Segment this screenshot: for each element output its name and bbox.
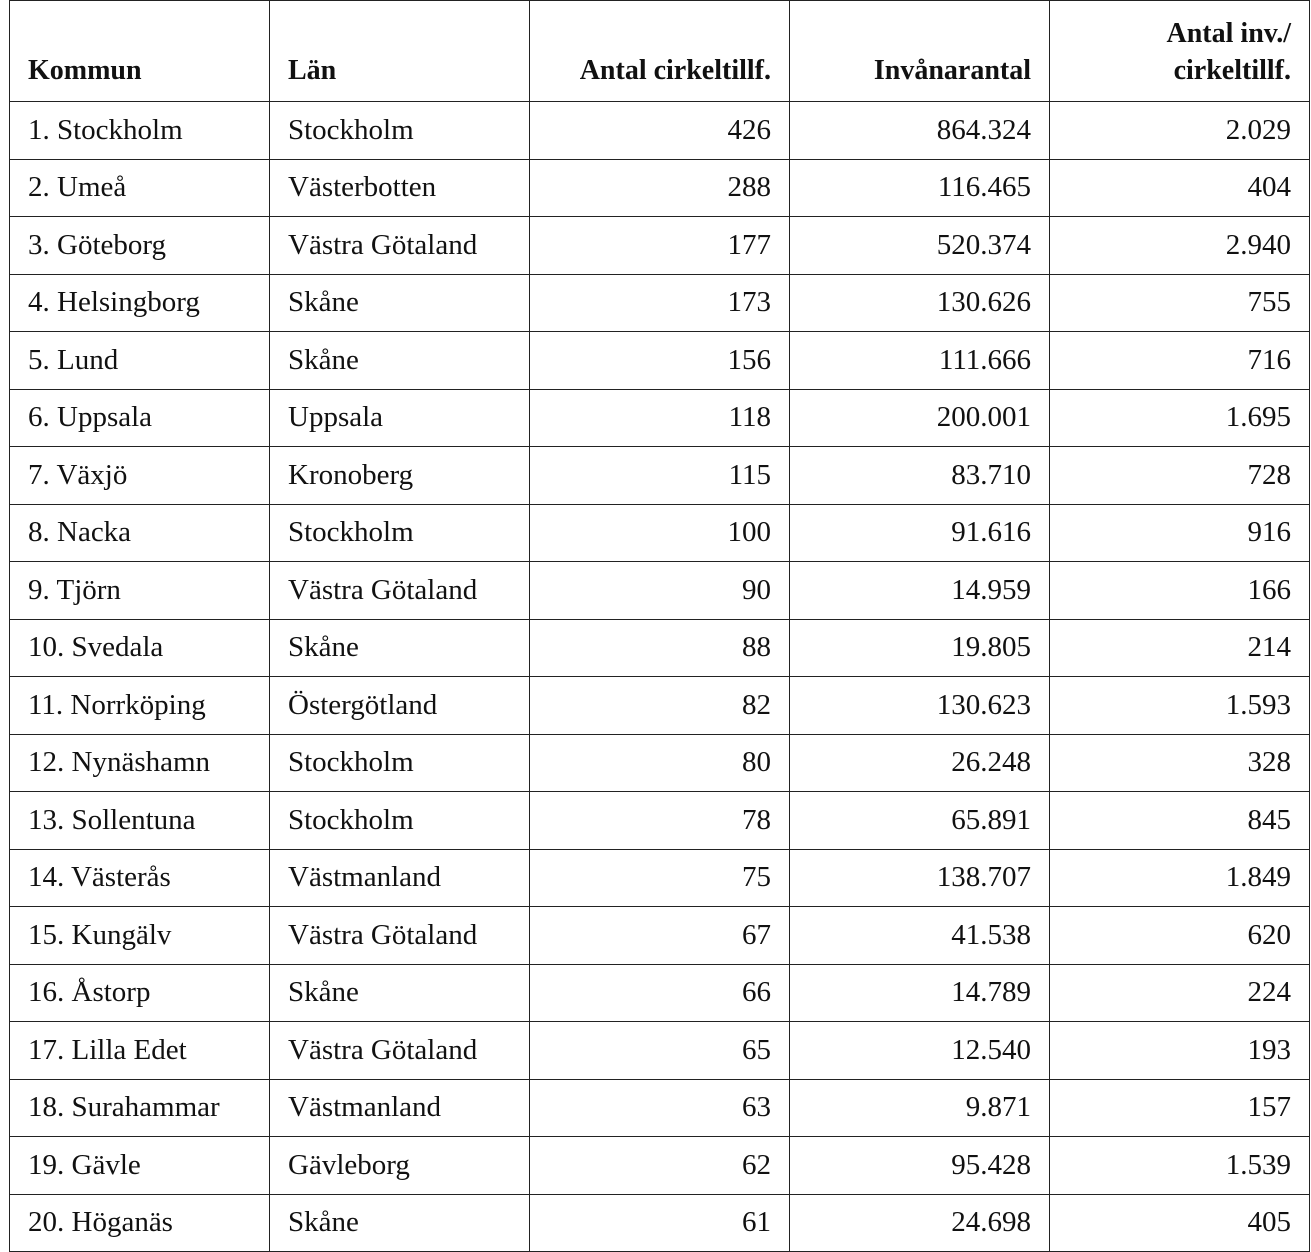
cell-invanare: 864.324 [790, 102, 1050, 160]
cell-lan: Skåne [270, 964, 530, 1022]
cell-invanare: 24.698 [790, 1194, 1050, 1252]
cell-antal: 288 [530, 159, 790, 217]
table-row [10, 504, 1310, 562]
table-row [10, 274, 1310, 332]
cell-antal: 173 [530, 274, 790, 332]
cell-antal: 75 [530, 849, 790, 907]
cell-kommun: 11. Norrköping [10, 677, 270, 735]
cell-kommun: 20. Höganäs [10, 1194, 270, 1252]
cell-ratio: 916 [1050, 504, 1310, 562]
cell-invanare: 130.623 [790, 677, 1050, 735]
cell-antal: 61 [530, 1194, 790, 1252]
cell-antal: 80 [530, 734, 790, 792]
table-row [10, 389, 1310, 447]
cell-lan: Västra Götaland [270, 907, 530, 965]
cell-ratio: 620 [1050, 907, 1310, 965]
cell-invanare: 111.666 [790, 332, 1050, 390]
cell-lan: Västra Götaland [270, 1022, 530, 1080]
cell-kommun: 13. Sollentuna [10, 792, 270, 850]
table-row [10, 102, 1310, 160]
table-row [10, 1079, 1310, 1137]
cell-kommun: 3. Göteborg [10, 217, 270, 275]
cell-ratio: 1.695 [1050, 389, 1310, 447]
header-antal: Antal cirkeltillf. [530, 1, 790, 102]
cell-invanare: 130.626 [790, 274, 1050, 332]
table-row [10, 619, 1310, 677]
cell-antal: 115 [530, 447, 790, 505]
cell-invanare: 14.789 [790, 964, 1050, 1022]
cell-antal: 177 [530, 217, 790, 275]
header-ratio-line2: cirkeltillf. [1173, 55, 1291, 86]
cell-lan: Uppsala [270, 389, 530, 447]
cell-antal: 66 [530, 964, 790, 1022]
cell-ratio: 157 [1050, 1079, 1310, 1137]
table-row [10, 734, 1310, 792]
cell-antal: 82 [530, 677, 790, 735]
table-body [10, 102, 1310, 1252]
table-row [10, 907, 1310, 965]
table-row [10, 677, 1310, 735]
cell-lan: Skåne [270, 1194, 530, 1252]
cell-ratio: 214 [1050, 619, 1310, 677]
cell-antal: 67 [530, 907, 790, 965]
table-row [10, 1194, 1310, 1252]
cell-lan: Västra Götaland [270, 562, 530, 620]
cell-invanare: 520.374 [790, 217, 1050, 275]
cell-lan: Västmanland [270, 1079, 530, 1137]
cell-ratio: 845 [1050, 792, 1310, 850]
cell-ratio: 404 [1050, 159, 1310, 217]
cell-ratio: 193 [1050, 1022, 1310, 1080]
table-row [10, 332, 1310, 390]
cell-kommun: 15. Kungälv [10, 907, 270, 965]
cell-antal: 100 [530, 504, 790, 562]
cell-kommun: 19. Gävle [10, 1137, 270, 1195]
cell-invanare: 14.959 [790, 562, 1050, 620]
cell-kommun: 10. Svedala [10, 619, 270, 677]
table-row [10, 217, 1310, 275]
cell-ratio: 2.940 [1050, 217, 1310, 275]
cell-lan: Gävleborg [270, 1137, 530, 1195]
cell-ratio: 224 [1050, 964, 1310, 1022]
cell-kommun: 17. Lilla Edet [10, 1022, 270, 1080]
cell-lan: Skåne [270, 619, 530, 677]
cell-lan: Stockholm [270, 792, 530, 850]
cell-kommun: 7. Växjö [10, 447, 270, 505]
cell-kommun: 4. Helsingborg [10, 274, 270, 332]
cell-invanare: 19.805 [790, 619, 1050, 677]
cell-kommun: 6. Uppsala [10, 389, 270, 447]
cell-lan: Västra Götaland [270, 217, 530, 275]
cell-antal: 88 [530, 619, 790, 677]
cell-ratio: 716 [1050, 332, 1310, 390]
cell-kommun: 12. Nynäshamn [10, 734, 270, 792]
cell-antal: 63 [530, 1079, 790, 1137]
table-row [10, 159, 1310, 217]
table-row [10, 562, 1310, 620]
cell-ratio: 1.849 [1050, 849, 1310, 907]
header-lan: Län [270, 1, 530, 102]
cell-invanare: 200.001 [790, 389, 1050, 447]
cell-lan: Skåne [270, 332, 530, 390]
table-row [10, 964, 1310, 1022]
header-ratio [1050, 1, 1310, 102]
cell-invanare: 65.891 [790, 792, 1050, 850]
cell-invanare: 26.248 [790, 734, 1050, 792]
header-ratio-line1: Antal inv./ [1166, 18, 1291, 49]
cell-antal: 78 [530, 792, 790, 850]
table-row [10, 1137, 1310, 1195]
cell-lan: Skåne [270, 274, 530, 332]
cell-lan: Stockholm [270, 102, 530, 160]
cell-kommun: 1. Stockholm [10, 102, 270, 160]
cell-antal: 62 [530, 1137, 790, 1195]
cell-ratio: 1.539 [1050, 1137, 1310, 1195]
cell-lan: Västmanland [270, 849, 530, 907]
cell-kommun: 9. Tjörn [10, 562, 270, 620]
municipality-table [9, 0, 1310, 1252]
cell-ratio: 328 [1050, 734, 1310, 792]
cell-lan: Stockholm [270, 504, 530, 562]
cell-invanare: 116.465 [790, 159, 1050, 217]
table-row [10, 1022, 1310, 1080]
cell-invanare: 12.540 [790, 1022, 1050, 1080]
cell-kommun: 2. Umeå [10, 159, 270, 217]
cell-lan: Stockholm [270, 734, 530, 792]
cell-kommun: 16. Åstorp [10, 964, 270, 1022]
cell-invanare: 41.538 [790, 907, 1050, 965]
table-row [10, 447, 1310, 505]
cell-ratio: 728 [1050, 447, 1310, 505]
cell-lan: Kronoberg [270, 447, 530, 505]
cell-kommun: 18. Surahammar [10, 1079, 270, 1137]
cell-antal: 426 [530, 102, 790, 160]
cell-ratio: 1.593 [1050, 677, 1310, 735]
cell-kommun: 14. Västerås [10, 849, 270, 907]
cell-kommun: 8. Nacka [10, 504, 270, 562]
cell-ratio: 166 [1050, 562, 1310, 620]
cell-invanare: 83.710 [790, 447, 1050, 505]
cell-invanare: 95.428 [790, 1137, 1050, 1195]
cell-antal: 118 [530, 389, 790, 447]
cell-invanare: 9.871 [790, 1079, 1050, 1137]
cell-antal: 90 [530, 562, 790, 620]
cell-kommun: 5. Lund [10, 332, 270, 390]
table-row [10, 792, 1310, 850]
cell-antal: 65 [530, 1022, 790, 1080]
cell-ratio: 2.029 [1050, 102, 1310, 160]
header-kommun: Kommun [10, 1, 270, 102]
cell-ratio: 755 [1050, 274, 1310, 332]
cell-ratio: 405 [1050, 1194, 1310, 1252]
table-row [10, 849, 1310, 907]
cell-lan: Västerbotten [270, 159, 530, 217]
table-header [10, 1, 1310, 102]
cell-lan: Östergötland [270, 677, 530, 735]
cell-invanare: 91.616 [790, 504, 1050, 562]
cell-antal: 156 [530, 332, 790, 390]
header-row [10, 1, 1310, 102]
header-invanare: Invånarantal [790, 1, 1050, 102]
cell-invanare: 138.707 [790, 849, 1050, 907]
